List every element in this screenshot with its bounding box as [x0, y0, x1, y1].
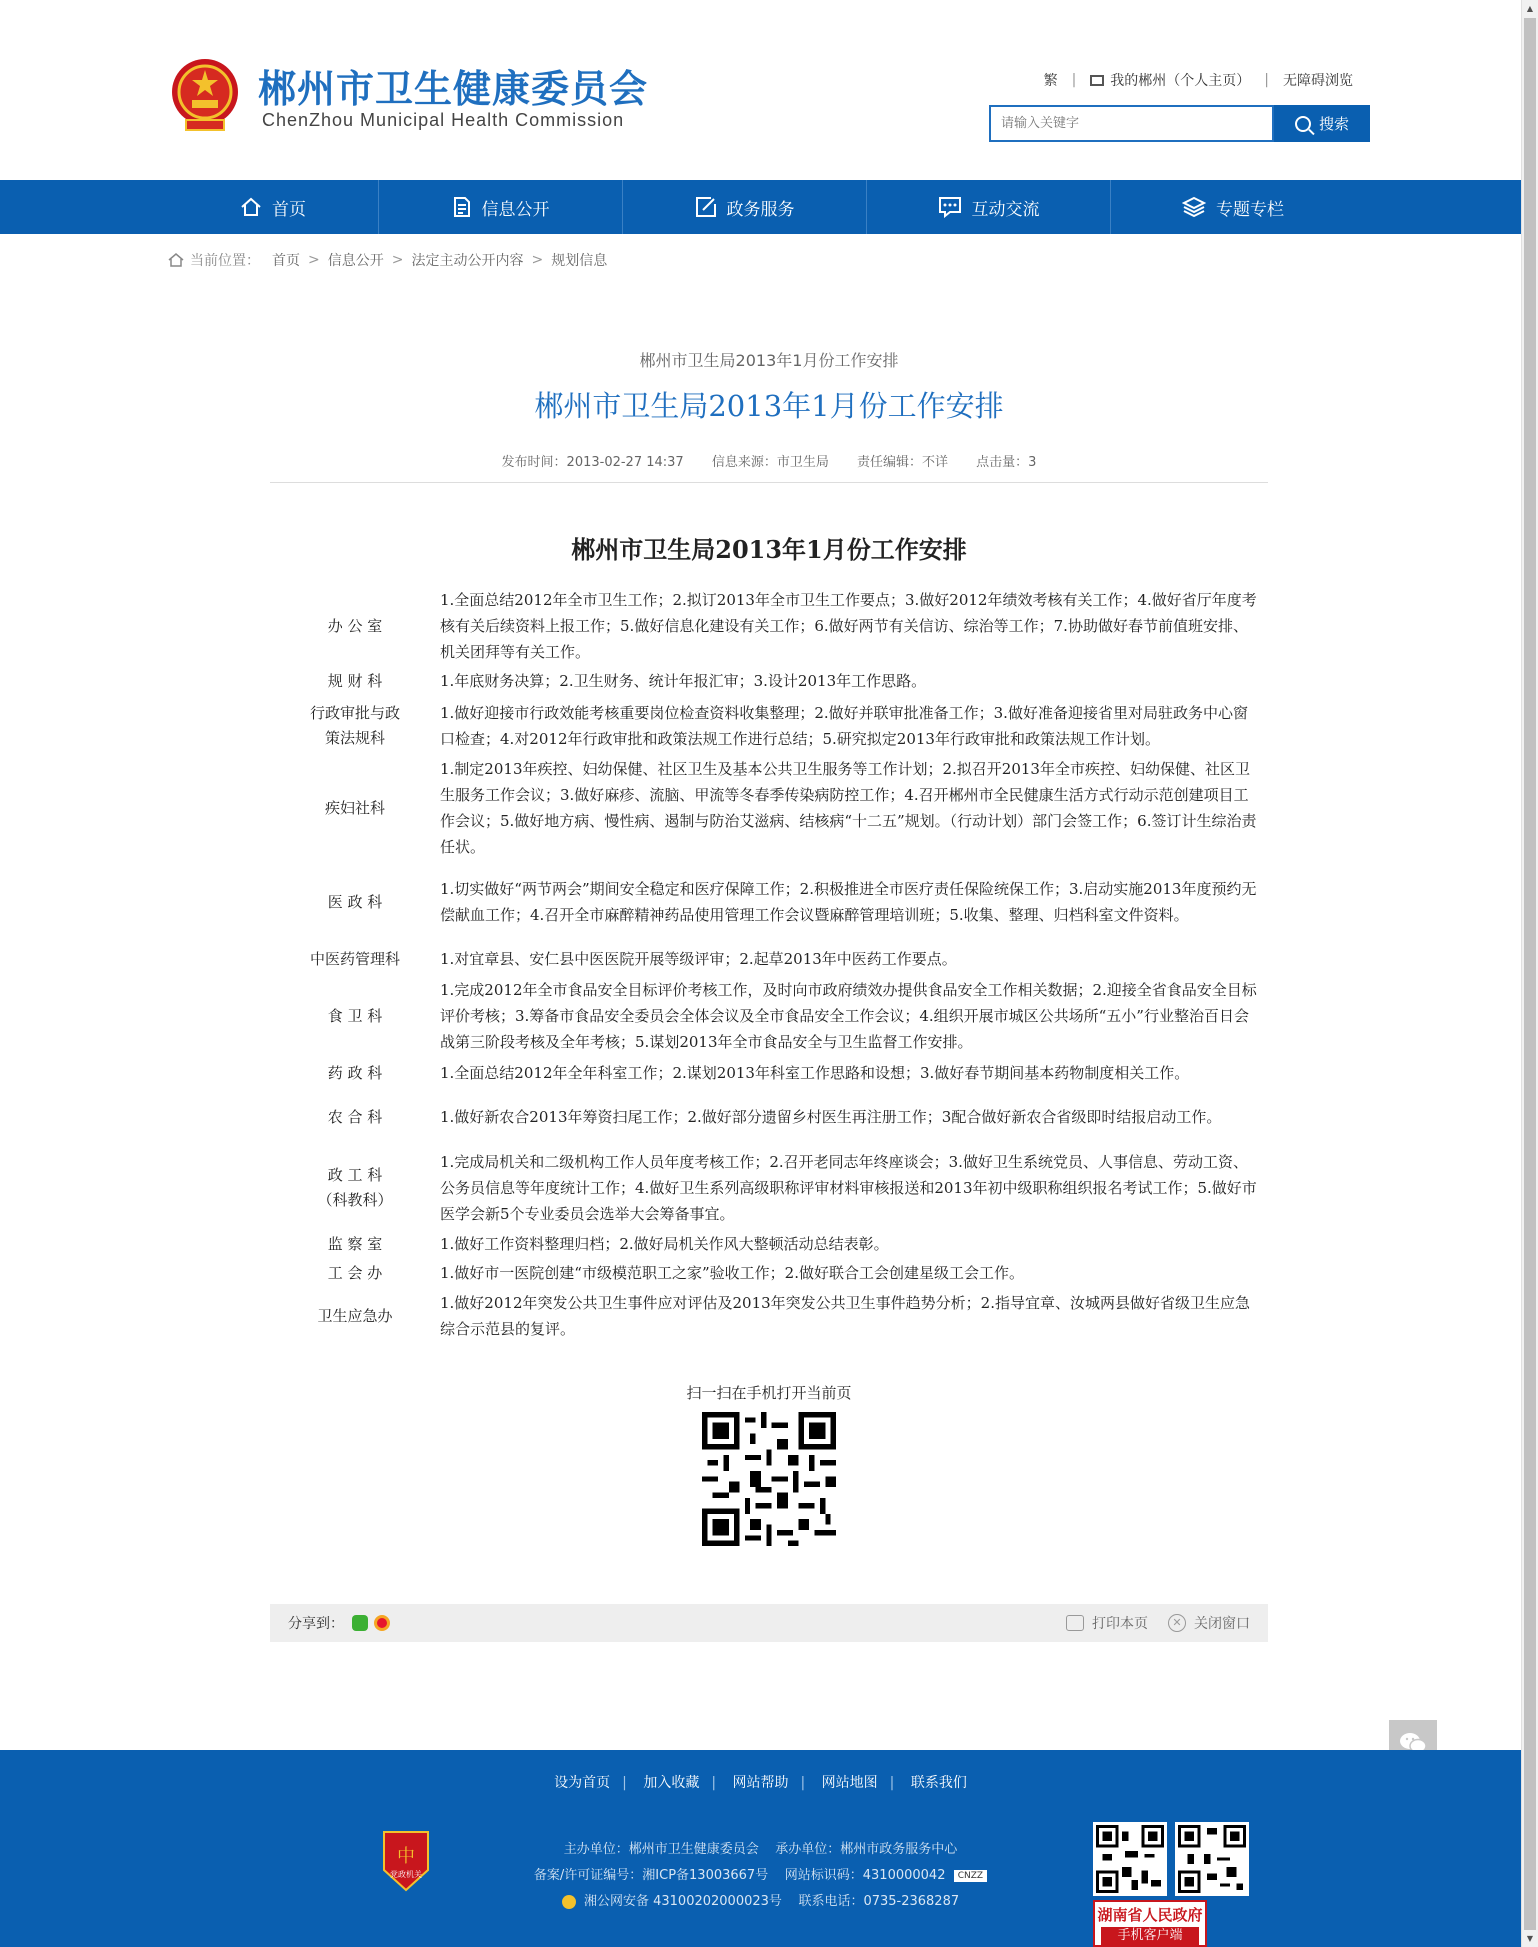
- chevron-right-icon: >: [391, 252, 404, 268]
- search-button-label: 搜索: [1318, 115, 1349, 133]
- dept-name: 卫生应急办: [317, 1306, 393, 1325]
- work-plan-table: [270, 586, 1268, 1344]
- nav-info-disclosure[interactable]: [379, 180, 623, 234]
- table-row: [270, 974, 1268, 1058]
- footer-police-line: [0, 1890, 1521, 1909]
- footer-icp-line: [0, 1864, 1521, 1883]
- breadcrumb-item[interactable]: 法定主动公开内容: [411, 253, 524, 269]
- chat-icon: [938, 196, 962, 218]
- info-source: 信息来源：市卫生局: [711, 455, 829, 470]
- footer-link-sitemap[interactable]: 网站地图: [821, 1775, 878, 1791]
- chevron-right-icon: >: [531, 252, 544, 268]
- printer-icon: [1066, 1615, 1084, 1631]
- dept-tasks: 1.完成2012年全市食品安全目标评价考核工作，及时向市政府绩效办提供食品安全工作相关数据；2.迎接全省食品安全目标评价考核；3.筹备市食品安全委员会全体会议及全市食品安全工作会议；4.组织开展市城区公共场所“五小”行业整治百日会战第三阶段考核及全年考核；5.谋划2013年全市食品安全与卫生监督工作安排。: [440, 981, 1257, 1051]
- breadcrumb-item[interactable]: 信息公开: [327, 253, 384, 269]
- print-page-link[interactable]: 打印本页: [1092, 1616, 1148, 1632]
- main-nav: [0, 180, 1521, 234]
- footer-link-favorite[interactable]: 加入收藏: [643, 1775, 700, 1791]
- dept-tasks: 1.全面总结2012年全年科室工作；2.谋划2013年科室工作思路和设想；3.做好春节期间基本药物制度相关工作。: [440, 1064, 1190, 1082]
- scroll-down-arrow-icon[interactable]: ▼: [1526, 1934, 1534, 1943]
- close-window-link[interactable]: 关闭窗口: [1194, 1616, 1250, 1632]
- nav-topics-label: 专题专栏: [1216, 199, 1284, 220]
- footer-undertake: 承办单位：郴州市政务服务中心: [775, 1842, 958, 1857]
- home-icon: [168, 253, 184, 267]
- dept-name: 工 会 办: [327, 1263, 383, 1282]
- search-button[interactable]: [1274, 105, 1370, 142]
- nav-home-label: 首页: [272, 199, 306, 220]
- dept-tasks: 1.全面总结2012年全市卫生工作；2.拟订2013年全市卫生工作要点；3.做好2012年绩效考核有关工作；4.做好省厅年度考核有关后续资料上报工作；5.做好信息化建设有关工作；6.做好两节有关信访、综治等工作；7.协助做好春节前值班安排、机关团拜等有关工作。: [440, 591, 1257, 661]
- qr-code-image: [702, 1412, 836, 1546]
- cnzz-badge[interactable]: CNZZ: [954, 1870, 987, 1882]
- hunan-app-label: 手机客户端: [1101, 1927, 1199, 1945]
- dept-tasks: 1.对宜章县、安仁县中医医院开展等级评审；2.起草2013年中医药工作要点。: [440, 950, 957, 968]
- divider: |: [800, 1775, 806, 1791]
- footer-police[interactable]: 湘公网安备 43100202000023号: [583, 1894, 782, 1909]
- divider: |: [711, 1775, 717, 1791]
- table-row: [270, 586, 1268, 666]
- article-title: 郴州市卫生局2013年1月份工作安排: [534, 389, 1004, 423]
- breadcrumb-label: 当前位置：: [190, 253, 260, 269]
- party-badge-text: 党政机关: [390, 1870, 422, 1879]
- dept-tasks: 1.做好新农合2013年筹资扫尾工作；2.做好部分遗留乡村医生再注册工作；3配合做好新农合省级即时结报启动工作。: [440, 1108, 1222, 1126]
- scroll-up-arrow-icon[interactable]: ▲: [1526, 4, 1534, 13]
- dept-name: 医 政 科: [327, 892, 383, 911]
- dept-tasks: 1.做好迎接市行政效能考核重要岗位检查资料收集整理；2.做好并联审批准备工作；3.做好准备迎接省里对局驻政务中心窗口检查；4.对2012年行政审批和政策法规工作进行总结；5.研究拟定2013年行政审批和政策法规工作计划。: [440, 704, 1248, 748]
- table-row: [270, 756, 1268, 860]
- dept-tasks: 1.制定2013年疾控、妇幼保健、社区卫生及基本公共卫生服务等工作计划；2.拟召开2013年全市疾控、妇幼保健、社区卫生服务工作会议；3.做好麻疹、流脑、甲流等冬春季传染病防控工作；4.召开郴州市全民健康生活方式行动示范创建项目工作会议；5.做好地方病、慢性病、遏制与防治艾滋病、结核病“十二五”规划。（行动计划）部门会签工作；6.签订计生综治责任状。: [440, 760, 1257, 856]
- chevron-right-icon: >: [308, 252, 320, 268]
- footer-qr-code-2: [1175, 1822, 1249, 1896]
- hit-count: 点击量：3: [976, 455, 1037, 470]
- accessibility-link[interactable]: 无障碍浏览: [1283, 73, 1353, 89]
- breadcrumb-item[interactable]: 首页: [272, 253, 300, 269]
- nav-interact-label: 互动交流: [971, 199, 1040, 220]
- footer-links: [0, 1772, 1521, 1792]
- weibo-share-icon[interactable]: [374, 1615, 390, 1631]
- hunan-gov-label: 湖南省人民政府: [1097, 1906, 1203, 1924]
- table-row: [270, 1258, 1268, 1288]
- footer-site-id: 网站标识码：4310000042: [784, 1868, 946, 1883]
- table-row: [270, 1230, 1268, 1258]
- divider: [270, 482, 1268, 483]
- share-bar: [270, 1604, 1268, 1642]
- search-bar: [989, 105, 1370, 142]
- close-icon: ✕: [1168, 1614, 1186, 1632]
- footer-phone: 联系电话：0735-2368287: [798, 1894, 960, 1909]
- my-chenzhou-link[interactable]: 我的郴州（个人主页）: [1110, 73, 1251, 89]
- scroll-thumb[interactable]: [1524, 18, 1536, 1930]
- divider: |: [1071, 72, 1077, 88]
- footer-link-set-home[interactable]: 设为首页: [554, 1775, 611, 1791]
- dept-name: 食 卫 科: [327, 1006, 383, 1025]
- site-subtitle: ChenZhou Municipal Health Commission: [262, 110, 625, 130]
- share-actions: [1066, 1613, 1250, 1633]
- table-row: [270, 944, 1268, 974]
- breadcrumb: [168, 250, 607, 270]
- dept-name: 监 察 室: [327, 1234, 383, 1253]
- nav-interaction[interactable]: [867, 180, 1111, 234]
- dept-tasks: 1.做好市一医院创建“市级模范职工之家”验收工作；2.做好联合工会创建星级工会工作。: [440, 1264, 1024, 1282]
- dept-tasks: 1.完成局机关和二级机构工作人员年度考核工作；2.召开老同志年终座谈会；3.做好卫生系统党员、人事信息、劳动工资、公务员信息等年度统计工作；4.做好卫生系列高级职称评审材料审核报送和2013年初中级职称组织报名考试工作；5.做好市医学会新5个专业委员会选举大会筹备事宜。: [440, 1153, 1257, 1223]
- wechat-share-icon[interactable]: [352, 1615, 368, 1631]
- dept-name: 行政审批与政策法规科: [309, 704, 400, 747]
- police-badge-icon: [562, 1895, 576, 1909]
- dept-tasks: 1.做好工作资料整理归档；2.做好局机关作风大整顿活动总结表彰。: [440, 1235, 889, 1253]
- table-row: [270, 860, 1268, 944]
- dept-name: 办 公 室: [327, 616, 383, 635]
- site-title[interactable]: 郴州市卫生健康委员会: [258, 67, 649, 111]
- document-icon: [452, 196, 472, 218]
- table-row: [270, 666, 1268, 696]
- nav-info-label: 信息公开: [481, 199, 550, 220]
- table-row: [270, 696, 1268, 756]
- hunan-gov-app-badge[interactable]: [1093, 1900, 1207, 1947]
- footer-link-contact[interactable]: 联系我们: [910, 1775, 967, 1791]
- footer-qr-code-1: [1093, 1822, 1167, 1896]
- home-icon: [240, 197, 262, 217]
- page-scrollbar[interactable]: [1521, 0, 1538, 1947]
- qr-caption: 扫一扫在手机打开当前页: [686, 1384, 852, 1402]
- divider: |: [622, 1775, 627, 1791]
- table-row: [270, 1288, 1268, 1344]
- search-icon: [1295, 116, 1311, 132]
- dept-tasks: 1.年底财务决算；2.卫生财务、统计年报汇审；3.设计2013年工作思路。: [440, 672, 927, 690]
- nav-home[interactable]: [168, 180, 379, 234]
- footer-host-line: [0, 1838, 1521, 1857]
- dept-name: 政 工 科（科教科）: [317, 1166, 393, 1209]
- site-footer: [0, 1750, 1521, 1947]
- article-meta: [270, 451, 1268, 470]
- top-links: [1044, 70, 1353, 90]
- dept-name: 药 政 科: [327, 1063, 383, 1082]
- dept-name: 规 财 科: [327, 671, 383, 690]
- dept-tasks: 1.切实做好“两节两会”期间安全稳定和医疗保障工作；2.积极推进全市医疗责任保险统保工作；3.启动实施2013年度预约无偿献血工作；4.召开全市麻醉精神药品使用管理工作会议暨麻醉管理培训班；5.收集、整理、归档科室文件资料。: [440, 880, 1257, 924]
- computer-icon: [1090, 75, 1104, 86]
- dept-name: 疾妇社科: [324, 798, 385, 817]
- dept-name: 中医药管理科: [309, 949, 400, 968]
- divider: |: [1264, 72, 1269, 88]
- nav-topics[interactable]: [1111, 180, 1355, 234]
- article-pre-title: 郴州市卫生局2013年1月份工作安排: [639, 351, 899, 370]
- site-header: [0, 0, 1521, 180]
- search-input[interactable]: [989, 105, 1274, 142]
- nav-service-label: 政务服务: [726, 199, 795, 220]
- traditional-chinese-link[interactable]: 繁: [1043, 73, 1058, 89]
- dept-tasks: 1.做好2012年突发公共卫生事件应对评估及2013年突发公共卫生事件趋势分析；2.指导宜章、汝城两县做好省级卫生应急综合示范县的复评。: [440, 1294, 1250, 1338]
- dept-name: 农 合 科: [327, 1107, 383, 1126]
- publish-time: 发布时间：2013-02-27 14:37: [501, 455, 684, 470]
- breadcrumb-item[interactable]: 规划信息: [551, 253, 608, 269]
- editor: 责任编辑：不详: [857, 455, 949, 470]
- footer-link-help[interactable]: 网站帮助: [732, 1775, 789, 1791]
- edit-icon: [695, 196, 717, 218]
- footer-icp[interactable]: 备案/许可证编号：湘ICP备13003667号: [533, 1868, 769, 1883]
- table-row: [270, 1146, 1268, 1230]
- table-row: [270, 1088, 1268, 1146]
- share-label: 分享到：: [288, 1616, 344, 1632]
- divider: |: [889, 1775, 895, 1791]
- table-row: [270, 1058, 1268, 1088]
- content-title: 郴州市卫生局2013年1月份工作安排: [571, 535, 967, 564]
- nav-gov-service[interactable]: [623, 180, 867, 234]
- national-emblem-logo: [168, 56, 242, 134]
- svg-text:中: 中: [397, 1846, 415, 1867]
- footer-host: 主办单位：郴州市卫生健康委员会: [563, 1842, 759, 1857]
- layers-icon: [1182, 196, 1206, 218]
